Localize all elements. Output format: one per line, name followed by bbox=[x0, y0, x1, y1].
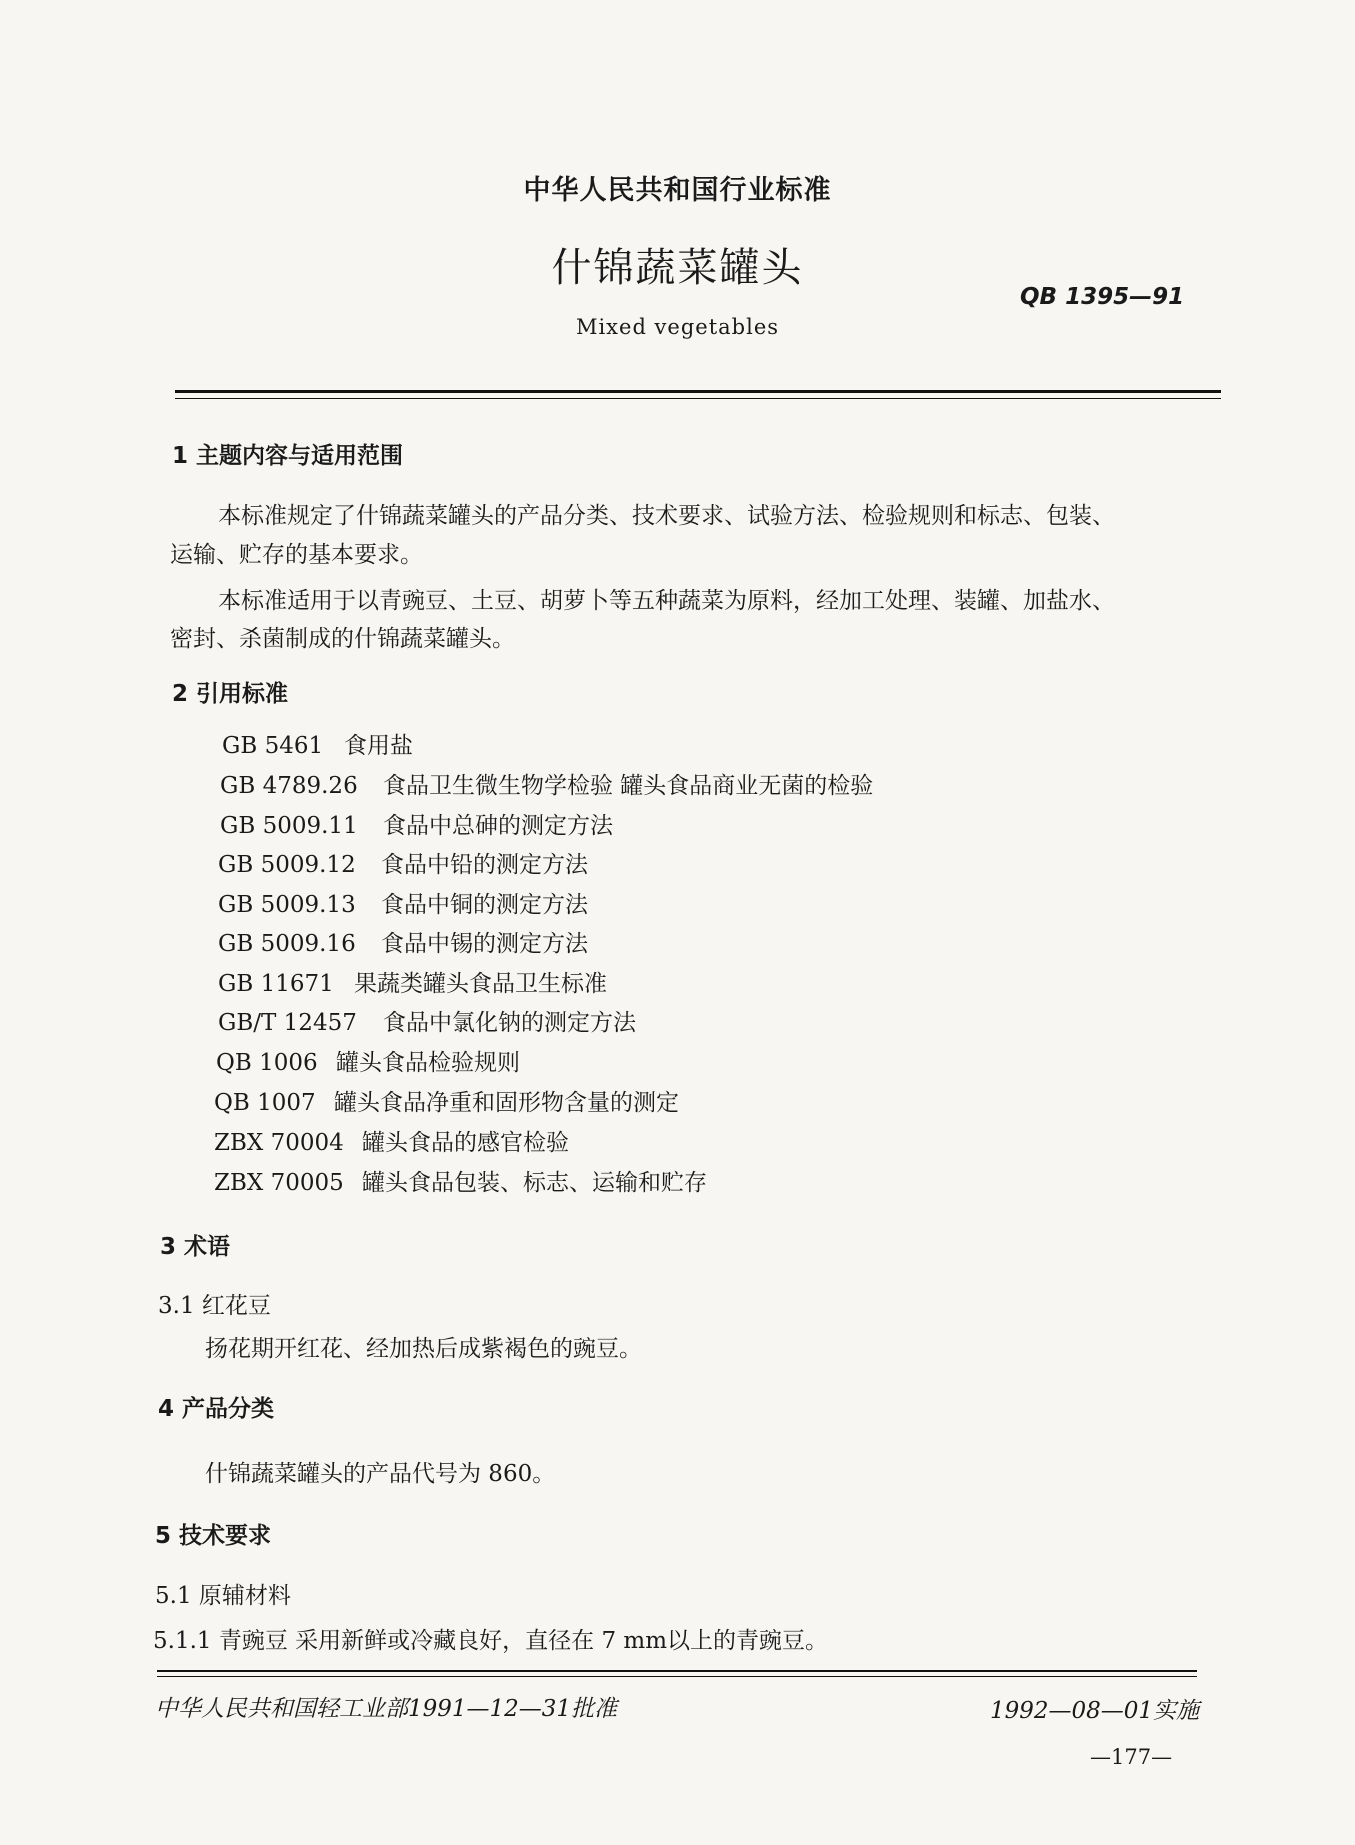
reference-item bbox=[218, 886, 588, 919]
reference-item bbox=[218, 1004, 636, 1037]
reference-title: 食品中总砷的测定方法 bbox=[383, 813, 613, 839]
reference-title: 食用盐 bbox=[344, 733, 413, 759]
section-4-heading: 4 产品分类 bbox=[158, 1396, 275, 1422]
reference-title: 食品卫生微生物学检验 罐头食品商业无菌的检验 bbox=[383, 773, 874, 799]
section-3-1-definition: 扬花期开红花、经加热后成紫褐色的豌豆。 bbox=[205, 1336, 642, 1362]
reference-title: 食品中铅的测定方法 bbox=[381, 852, 588, 878]
section-1-para-2b: 密封、杀菌制成的什锦蔬菜罐头。 bbox=[170, 626, 515, 652]
reference-code: GB 5009.16 bbox=[218, 931, 356, 957]
section-4-para: 什锦蔬菜罐头的产品代号为 860。 bbox=[205, 1461, 556, 1487]
section-1-para-1b: 运输、贮存的基本要求。 bbox=[170, 542, 423, 568]
reference-title: 罐头食品净重和固形物含量的测定 bbox=[334, 1090, 679, 1116]
footer-rule bbox=[157, 1670, 1197, 1672]
section-3-heading: 3 术语 bbox=[160, 1234, 231, 1260]
reference-title: 食品中氯化钠的测定方法 bbox=[383, 1010, 636, 1036]
reference-title: 食品中铜的测定方法 bbox=[381, 892, 588, 918]
footer-rule-thin bbox=[157, 1676, 1197, 1677]
section-1-para-1a: 本标准规定了什锦蔬菜罐头的产品分类、技术要求、试验方法、检验规则和标志、包装、 bbox=[218, 503, 1115, 529]
reference-title: 罐头食品的感官检验 bbox=[362, 1130, 569, 1156]
reference-code: GB 4789.26 bbox=[220, 773, 358, 799]
reference-code: ZBX 70004 bbox=[214, 1130, 344, 1156]
reference-item bbox=[214, 1084, 679, 1117]
reference-item bbox=[220, 767, 873, 800]
reference-title: 果蔬类罐头食品卫生标准 bbox=[354, 971, 607, 997]
section-5-1-1-text: 5.1.1 青豌豆 采用新鲜或冷藏良好，直径在 7 mm以上的青豌豆。 bbox=[153, 1628, 829, 1654]
reference-code: QB 1007 bbox=[214, 1090, 316, 1116]
reference-item bbox=[222, 727, 413, 760]
header-rule bbox=[175, 390, 1221, 393]
page-number: —177— bbox=[1090, 1745, 1173, 1769]
reference-code: GB/T 12457 bbox=[218, 1010, 357, 1036]
reference-code: GB 5461 bbox=[222, 733, 324, 759]
issuing-body-heading: 中华人民共和国行业标准 bbox=[523, 175, 832, 206]
section-5-1-heading: 5.1 原辅材料 bbox=[155, 1583, 291, 1609]
header-rule-thin bbox=[175, 398, 1221, 399]
reference-code: GB 5009.13 bbox=[218, 892, 356, 918]
approval-statement: 中华人民共和国轻工业部1991—12—31批准 bbox=[155, 1696, 618, 1722]
reference-title: 罐头食品检验规则 bbox=[336, 1050, 520, 1076]
reference-code: GB 5009.12 bbox=[218, 852, 356, 878]
section-3-1-heading: 3.1 红花豆 bbox=[158, 1293, 271, 1319]
section-1-para-2a: 本标准适用于以青豌豆、土豆、胡萝卜等五种蔬菜为原料，经加工处理、装罐、加盐水、 bbox=[218, 588, 1115, 614]
reference-title: 罐头食品包装、标志、运输和贮存 bbox=[362, 1170, 707, 1196]
section-5-heading: 5 技术要求 bbox=[155, 1523, 272, 1549]
reference-code: ZBX 70005 bbox=[214, 1170, 344, 1196]
implementation-date: 1992—08—01实施 bbox=[990, 1698, 1200, 1724]
reference-code: GB 5009.11 bbox=[220, 813, 358, 839]
reference-item bbox=[216, 1044, 520, 1077]
reference-item bbox=[218, 925, 588, 958]
reference-item bbox=[214, 1164, 707, 1197]
reference-code: QB 1006 bbox=[216, 1050, 318, 1076]
standard-code: QB 1395—91 bbox=[1020, 284, 1185, 310]
section-1-heading: 1 主题内容与适用范围 bbox=[172, 443, 404, 469]
reference-item bbox=[214, 1124, 569, 1157]
reference-item bbox=[218, 846, 588, 879]
reference-title: 食品中锡的测定方法 bbox=[381, 931, 588, 957]
reference-code: GB 11671 bbox=[218, 971, 334, 997]
reference-item bbox=[220, 807, 613, 840]
document-title: 什锦蔬菜罐头 bbox=[551, 245, 804, 291]
reference-item bbox=[218, 965, 607, 998]
section-2-heading: 2 引用标准 bbox=[172, 681, 289, 707]
english-title: Mixed vegetables bbox=[575, 315, 780, 339]
